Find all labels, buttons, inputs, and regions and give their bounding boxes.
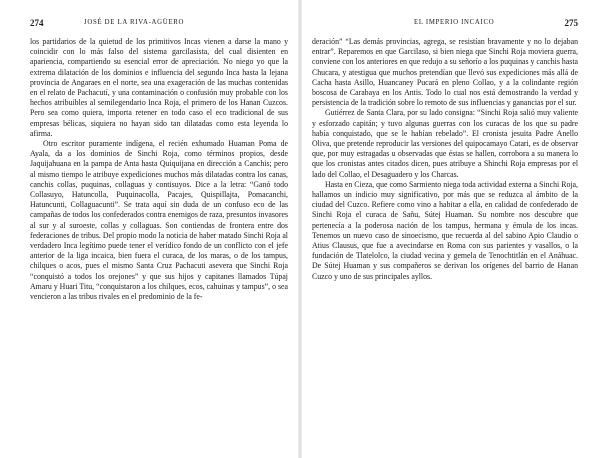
paragraph: deración” “Las demás provincias, agrega, se resistían bravamente y no lo dejaban entrar”. Reparemos en que Garcilaso, si bien niega que Sinchi Roja moviera guerra, conviene con los anteriores en que redujo a su señorío a los puquinas y canchis hasta Chucara, y atestigua que muchos pretendían que llevó sus expediciones más allá de Cacha hasta Asillo, Huancaney Pucará en pleno Collao, y a la colindante región boscosa de Carabaya en los Antis. Todo lo cual nos está demostrando la verdad y persistencia de la tradición sobre lo remoto de sus influencias y ganancias por el sur. [312, 37, 578, 108]
right-page-body [312, 37, 578, 282]
running-head: EL IMPERIO INCAICO [414, 19, 495, 26]
page-number: 275 [564, 18, 578, 28]
left-page-header [30, 18, 288, 32]
page-number: 274 [30, 18, 44, 28]
paragraph: Hasta en Cieza, que como Sarmiento niega toda actividad externa a Sinchi Roja, hallamos un indicio muy significativo, por más que se reduzca al ámbito de la ciudad del Cuzco. Refiere como vino a habitar a ella, en calidad de confederado de Sinchi Roja el curaca de Sañu, Sútej Huaman. Su nombre nos descubre que pertenecía a la poderosa nación de los tampus, hermana y émula de los incas. Tenemos un nuevo caso de sinoecismo, que recuerda al del sabino Apio Claudio o Atius Clausus, que fue a avecindarse en Roma con sus parientes y vasallos, o la fundación de Tlatelolco, la ciudad vecina y gemela de Tenochtitlán en el Anáhuac. De Sútej Huaman y sus compañeros se derivan los orígenes del barrio de Hanan Cuzco y uno de sus principales ayllos. [312, 179, 578, 281]
right-page [300, 0, 600, 458]
running-head: JOSÉ DE LA RIVA-AGÜERO [84, 19, 185, 26]
paragraph: Otro escritor puramente indígena, el recién exhumado Huaman Poma de Ayala, da a los dominios de Sinchi Roja, como términos propios, desde Jaquijahuana en la pampa de Anta hasta Quiquijana en dirección a Canchis; pero al mismo tiempo le atribuye expediciones muchos más dilatadas contra los canas, canchis collas, puquinas, collaguas y contisuyos. Dice a la letra: “Ganó todo Collasuyo, Hatuncolla, Puquinacolla, Pacajes, Quispillajta, Pomacanchi, Hatuncunti, Collaguacunti”. Se trata aquí sin duda de un confuso eco de las campañas de todos los confederados contra enemigos de raza, presuntos invasores al sur y al suroeste, collas y collaguas. Son contiendas de frontera entre dos federaciones de tribus. Del propio modo la noticia de haber matado Sinchi Roja al verdadero Inca legítimo puede tener el verídico fondo de un conflicto con el jefe anterior de la liga incaica, bien fuera el curaca, de los maras, o de los tampus, chilques o acos, pues el mismo Santa Cruz Pachacuti asevera que Sinchi Roja “conquistó a todos los orejones” y que sus hijos y capitanes llamados Túpaj Amaru y Huari Titu, “conquistaron a los chilques, ecos, cahuinas y tampus”, o sea vencieron a las tribus rivales en el predominio de la fe- [30, 139, 288, 302]
paragraph: Gutiérrez de Santa Clara, por su lado consigna: “Sinchi Roja salió muy valiente y esforzado capitán; y tuvo algunas guerras con los curacas de los que su padre había conquistado, que se le habían rebelado”. El cronista jesuita Padre Anello Oliva, que pretende reproducir las versiones del quipocamayo Catari, es de observar que, por muy estragadas u observadas que éstas se hallen, corrobora a su manera lo que los cronistas antes citados dicen, pues atribuye a Shinchi Roja empresas por el lado del Collao, el Desaguadero y los Charcas. [312, 108, 578, 179]
right-page-header [312, 18, 578, 32]
paragraph: los partidarios de la quietud de los primitivos Incas vienen a darse la mano y coincidir con lo más falso del sistema garcilasista, del cual disienten en apariencia, compartiendo su esencial error de apreciación. No niego yo que la extrema dilatación de los dominios e influencia del segundo Inca hasta la lejana provincia de Angaraes en el norte, sea una exageración de las muchas contenidas en el relato de Pachacutí, y una contaminación o confusión muy probable con los hechos atribuibles al semilegendario Inca Roja, el primero de los Hanan Cuzcos. Pero sea como quiera, importa retener en todo caso el eco tradicional de sus empresas bélicas, siquiera no hayan sido tan dilatadas como esta leyenda lo afirma. [30, 37, 288, 138]
left-page-body [30, 37, 288, 302]
